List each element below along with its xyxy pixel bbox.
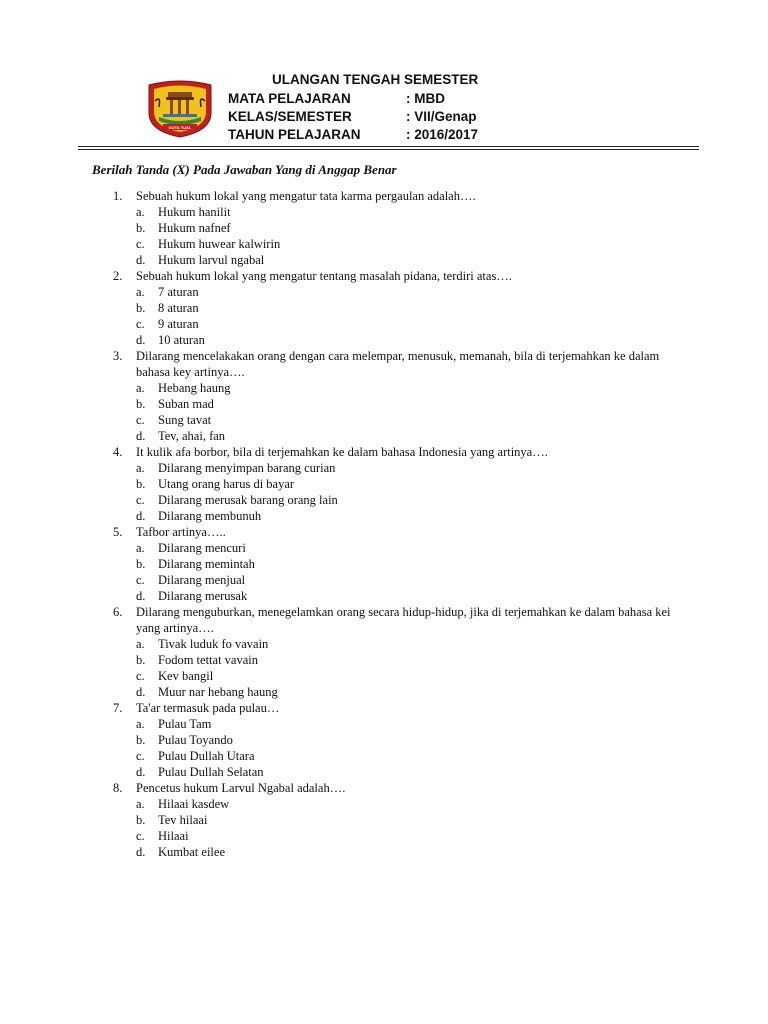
option-3b[interactable] [0, 396, 768, 412]
option-5a[interactable] [0, 540, 768, 556]
option-text: Hukum larvul ngabal [158, 253, 265, 267]
option-6b[interactable] [0, 652, 768, 668]
class-value: : VII/Genap [406, 109, 477, 124]
option-text: Hebang haung [158, 381, 231, 395]
option-letter: c. [136, 493, 145, 507]
option-text: 10 aturan [158, 333, 205, 347]
question-text: Dilarang menguburkan, menegelamkan orang secara hidup-hidup, jika di terjemahkan ke dalam bahasa kei yang artinya…. [136, 605, 671, 635]
option-text: Dilarang membunuh [158, 509, 262, 523]
option-1a[interactable] [0, 204, 768, 220]
question-number: 6. [113, 605, 123, 619]
option-text: Utang orang harus di bayar [158, 477, 295, 491]
question-number: 7. [113, 701, 123, 715]
option-letter: a. [136, 541, 145, 555]
option-letter: b. [136, 221, 146, 235]
option-text: Kev bangil [158, 669, 214, 683]
option-7d[interactable] [0, 764, 768, 780]
question-list [0, 188, 768, 860]
class-label: KELAS/SEMESTER [228, 109, 352, 124]
question-text: Sebuah hukum lokal yang mengatur tentang masalah pidana, terdiri atas…. [136, 269, 512, 283]
option-text: 9 aturan [158, 317, 199, 331]
option-letter: b. [136, 557, 146, 571]
option-letter: d. [136, 589, 146, 603]
question-text: Sebuah hukum lokal yang mengatur tata karma pergaulan adalah…. [136, 189, 476, 203]
option-letter: a. [136, 717, 145, 731]
option-text: Dilarang menyimpan barang curian [158, 461, 336, 475]
option-letter: c. [136, 749, 145, 763]
option-text: Pulau Dullah Selatan [158, 765, 264, 779]
option-8a[interactable] [0, 796, 768, 812]
option-text: Dilarang mencuri [158, 541, 246, 555]
option-5b[interactable] [0, 556, 768, 572]
option-text: Kumbat eilee [158, 845, 225, 859]
question-text: It kulik afa borbor, bila di terjemahkan ke dalam bahasa Indonesia yang artinya…. [136, 445, 548, 459]
option-letter: c. [136, 317, 145, 331]
option-letter: b. [136, 477, 146, 491]
logo-text: KOTA TUAL [168, 125, 192, 130]
option-2d[interactable] [0, 332, 768, 348]
option-text: Hilaai [158, 829, 189, 843]
option-letter: d. [136, 685, 146, 699]
option-letter: a. [136, 461, 145, 475]
option-6a[interactable] [0, 636, 768, 652]
option-1b[interactable] [0, 220, 768, 236]
question-text: Ta'ar termasuk pada pulau… [136, 701, 280, 715]
option-5c[interactable] [0, 572, 768, 588]
option-text: Hilaai kasdew [158, 797, 230, 811]
option-2c[interactable] [0, 316, 768, 332]
question-6 [0, 604, 768, 636]
question-text: Tafbor artinya….. [136, 525, 226, 539]
option-letter: b. [136, 301, 146, 315]
header-rule-bottom [78, 149, 699, 150]
option-4b[interactable] [0, 476, 768, 492]
option-text: Dilarang menjual [158, 573, 246, 587]
option-text: Sung tavat [158, 413, 212, 427]
option-text: Hukum nafnef [158, 221, 231, 235]
question-number: 5. [113, 525, 123, 539]
option-7b[interactable] [0, 732, 768, 748]
question-3 [0, 348, 768, 380]
option-letter: b. [136, 397, 146, 411]
question-number: 1. [113, 189, 123, 203]
option-text: 7 aturan [158, 285, 199, 299]
option-3c[interactable] [0, 412, 768, 428]
option-letter: d. [136, 429, 146, 443]
year-label: TAHUN PELAJARAN [228, 127, 361, 142]
option-3a[interactable] [0, 380, 768, 396]
option-text: Suban mad [158, 397, 214, 411]
option-text: Dilarang merusak [158, 589, 248, 603]
question-text: Dilarang mencelakakan orang dengan cara melempar, menusuk, memanah, bila di terjemahkan ke dalam bahasa key artinya…. [136, 349, 660, 379]
option-text: Pulau Dullah Utara [158, 749, 255, 763]
question-2 [0, 268, 768, 284]
option-text: Dilarang merusak barang orang lain [158, 493, 338, 507]
option-letter: d. [136, 845, 146, 859]
question-7 [0, 700, 768, 716]
option-8c[interactable] [0, 828, 768, 844]
option-text: Muur nar hebang haung [158, 685, 278, 699]
question-number: 3. [113, 349, 123, 363]
option-text: Fodom tettat vavain [158, 653, 258, 667]
question-text: Pencetus hukum Larvul Ngabal adalah…. [136, 781, 346, 795]
option-7a[interactable] [0, 716, 768, 732]
option-2a[interactable] [0, 284, 768, 300]
option-letter: b. [136, 653, 146, 667]
option-5d[interactable] [0, 588, 768, 604]
question-8 [0, 780, 768, 796]
question-number: 4. [113, 445, 123, 459]
option-letter: c. [136, 829, 145, 843]
option-2b[interactable] [0, 300, 768, 316]
option-text: Hukum hanilit [158, 205, 231, 219]
option-letter: d. [136, 253, 146, 267]
question-1 [0, 188, 768, 204]
option-text: Pulau Toyando [158, 733, 233, 747]
subject-label: MATA PELAJARAN [228, 91, 351, 106]
option-4d[interactable] [0, 508, 768, 524]
year-value: : 2016/2017 [406, 127, 479, 142]
option-text: 8 aturan [158, 301, 199, 315]
option-1c[interactable] [0, 236, 768, 252]
option-4c[interactable] [0, 492, 768, 508]
option-letter: d. [136, 333, 146, 347]
question-number: 8. [113, 781, 123, 795]
option-letter: a. [136, 285, 145, 299]
option-text: Hukum huwear kalwirin [158, 237, 281, 251]
exam-title: ULANGAN TENGAH SEMESTER [272, 72, 479, 87]
option-6c[interactable] [0, 668, 768, 684]
instruction: Berilah Tanda (X) Pada Jawaban Yang di Anggap Benar [92, 162, 397, 177]
option-7c[interactable] [0, 748, 768, 764]
option-letter: b. [136, 813, 146, 827]
question-4 [0, 444, 768, 460]
option-letter: a. [136, 205, 145, 219]
option-letter: d. [136, 765, 146, 779]
header-rule-top [78, 146, 699, 147]
option-6d[interactable] [0, 684, 768, 700]
option-text: Tev hilaai [158, 813, 208, 827]
option-letter: c. [136, 573, 145, 587]
option-text: Tev, ahai, fan [158, 429, 226, 443]
option-3d[interactable] [0, 428, 768, 444]
option-4a[interactable] [0, 460, 768, 476]
question-number: 2. [113, 269, 123, 283]
option-letter: a. [136, 637, 145, 651]
option-text: Dilarang memintah [158, 557, 255, 571]
option-8d[interactable] [0, 844, 768, 860]
option-letter: c. [136, 669, 145, 683]
school-logo [145, 79, 215, 139]
option-text: Pulau Tam [158, 717, 212, 731]
option-letter: b. [136, 733, 146, 747]
option-text: Tivak luduk fo vavain [158, 637, 269, 651]
option-letter: d. [136, 509, 146, 523]
option-letter: a. [136, 381, 145, 395]
option-letter: a. [136, 797, 145, 811]
question-5 [0, 524, 768, 540]
option-letter: c. [136, 413, 145, 427]
option-letter: c. [136, 237, 145, 251]
option-1d[interactable] [0, 252, 768, 268]
subject-value: : MBD [406, 91, 445, 106]
option-8b[interactable] [0, 812, 768, 828]
